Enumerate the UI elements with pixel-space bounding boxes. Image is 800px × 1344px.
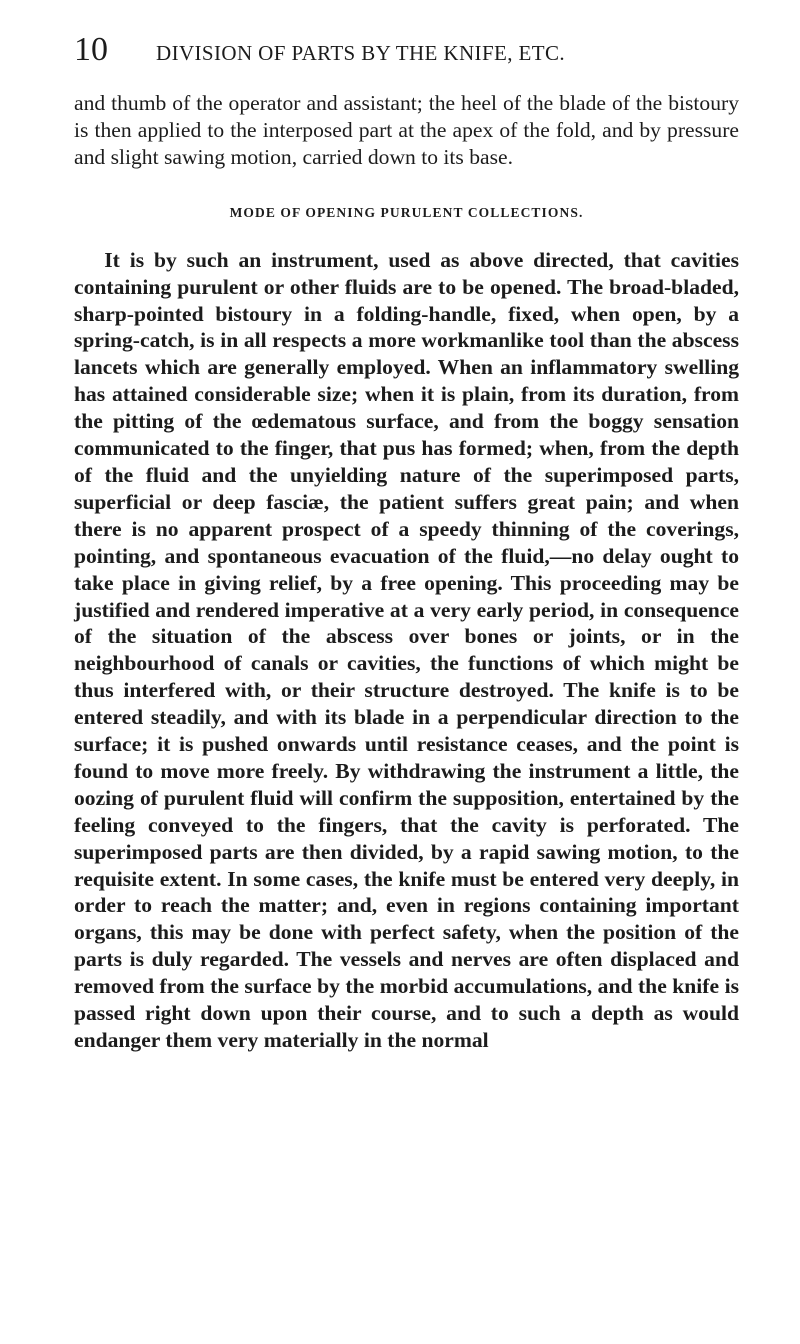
section-heading: MODE OF OPENING PURULENT COLLECTIONS. [229,204,584,220]
book-page [74,28,739,1054]
page-number: 10 [74,31,108,68]
continuation-paragraph: and thumb of the operator and assistant; the heel of the blade of the bistoury is then applied to the interposed part at the apex of the fold, and by pressure and slight sawing motion, carried down to its base. [74,91,739,169]
main-paragraph: It is by such an instrument, used as above directed, that cavities containing purulent or other fluids are to be opened. The broad-bladed, sharp-pointed bistoury in a folding-handle, fixed, when open, by a spring-catch, is in all respects a more workmanlike tool than the abscess lancets which are generally employed. When an inflammatory swelling has attained considerable size; when it is plain, from its duration, from the pitting of the œdematous surface, and from the boggy sensation communicated to the finger, that pus has formed; when, from the depth of the fluid and the unyielding nature of the superimposed parts, superficial or deep fasciæ, the patient suffers great pain; and when there is no apparent prospect of a speedy thinning of the coverings, pointing, and spontaneous evacuation of the fluid,—no delay ought to take place in giving relief, by a free opening. This proceeding may be justified and rendered imperative at a very early period, in consequence of the situation of the abscess over bones or joints, or in the neighbourhood of canals or cavities, the functions of which might be thus interfered with, or their structure destroyed. The knife is to be entered steadily, and with its blade in a perpendicular direction to the surface; it is pushed onwards until resistance ceases, and the point is found to move more freely. By withdrawing the instrument a little, the oozing of purulent fluid will confirm the supposition, entertained by the feeling conveyed to the fingers, that the cavity is perforated. The superimposed parts are then divided, by a rapid sawing motion, to the requisite extent. In some cases, the knife must be entered very deeply, in order to reach the matter; and, even in regions containing important organs, this may be done with perfect safety, when the position of the parts is duly regarded. The vessels and nerves are often displaced and removed from the surface by the morbid accumulations, and the knife is passed right down upon their course, and to such a depth as would endanger them very materially in the normal [74,247,739,1052]
page-header [74,28,739,72]
running-head: DIVISION OF PARTS BY THE KNIFE, ETC. [156,41,566,65]
